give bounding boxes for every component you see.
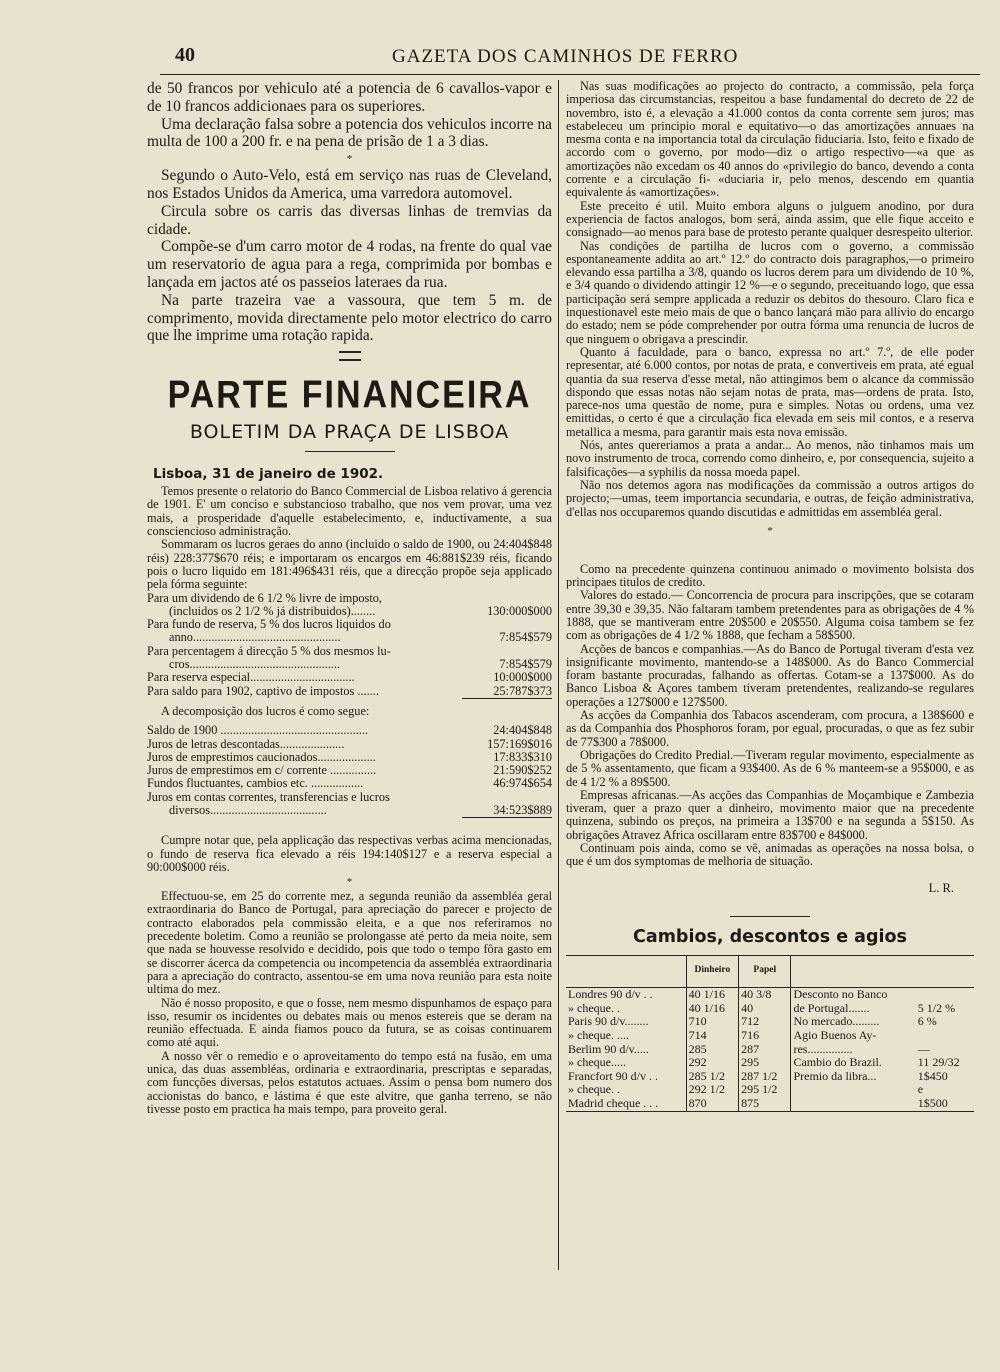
- table-row: » cheque. . 40 1/16 40 de Portugal....... 5 1/2 %: [568, 1000, 956, 1015]
- column-divider: [558, 80, 559, 1270]
- contract-paragraph-4: Quanto á faculdade, para o banco, expressa no art.º 7.º, de elle poder representar, até 6.000 contos, por notas de prata, e convertiveis em prata, até egual quantia da sua reserva d'esse metal, não attingimos bem o alcance da commissão dispondo que essas notas não sejam notas de prata, mas—ordens de prata. Isto, parece-nos uma questão de nome, pura e simples. Notas ou ordens, uma vez emittidas, o certo é que a circulação fica elevada em seis mil contos, e a reserva metallica a mesma, para garantir mais esta nova emissão.: [566, 344, 974, 439]
- section-subtitle: BOLETIM DA PRAÇA DE LISBOA: [189, 421, 510, 444]
- auto-paragraph-3: Compõe-se d'um carro motor de 4 rodas, na frente do qual vae um reservatorio de agua para a rega, comprimida por bombas e lançada em jactos até os passeios lateraes da rua.: [147, 238, 552, 291]
- market-paragraph-2: Valores do estado.— Concorrencia de procura para inscripções, que se cotaram entre 39,30 e 39,35. Não faltaram tambem pretendentes para as obrigações de 4 % 1888, que se mantiveram entre 20$500 e 20$550. Alguma coisa tambem se fez com as obrigações de 4 1/2 % 1888, que fecham a 58$500.: [566, 588, 974, 643]
- running-header: [160, 34, 980, 75]
- section-star: *: [346, 153, 353, 166]
- table-row: diversos...................................... 34:523$889: [169, 802, 552, 817]
- market-paragraph-3: Acções de bancos e companhias.—As do Banco de Portugal tiveram d'esta vez insignificante movimento, mantendo-se a 148$000. As do Banco Commercial foram bastante procuradas, falhando as offertas. Cotam-se a 137$000. As do Banco Lisboa & Açores tambem tiveram pretendentes, realizando-se regulares operações a 127$000 e 127$500.: [566, 641, 974, 709]
- assembly-paragraph-2: Não é nosso proposito, e que o fosse, nem mesmo dispunhamos de espaço para isso, resumir os incidentes ou debates mais ou menos estereis que se deram na reunião effectuada. E ainda fiamos pouco da futura, se as coisas continuarem como até aqui.: [147, 995, 552, 1050]
- ornament-divider: [147, 348, 552, 366]
- section-star: *: [346, 876, 353, 889]
- market-paragraph-4: As acções da Companhia dos Tabacos ascenderam, com procura, a 138$600 e as da Companhia dos Phosphoros foram, por egual, procuradas, o que as fez subir de 77$300 a 78$000.: [566, 708, 974, 749]
- section-star: *: [767, 524, 773, 537]
- auto-paragraph-2: Circula sobre os carris das diversas linhas de tremvias da cidade.: [147, 202, 552, 238]
- contract-paragraph-6: Não nos detemos agora nas modificações da commissão a outros artigos do projecto;—umas, teem importancia secundaria, e outras, de feição administrativa, d'ellas nos occuparemos quando discutidas e admittidas em assembléa geral.: [566, 477, 974, 519]
- table-row: Para fundo de reserva, 5 % dos lucros liquidos do: [147, 617, 391, 632]
- contract-paragraph-1: Nas suas modificações ao projecto do contracto, a commissão, pela força imperiosa das circumstancias, respeitou a base fundamental do decreto de 22 de novembro, isto é, a elevação a 41.000 contos da conta corrente sem juros; mas estabeleceu um principio moral e equitativo—o das amortizações annuaes na mesma conta e na importancia total da circulação fiduciaria. Isto, feito e fixado de accordo com o governo, por modo—diz o artigo respectivo—«a que as amortizações não excedam os 40 annos do «privilegio do banco, devendo a conta corrente e a circulação fi- «duciaria ir, pelo menos, descendo em quantia equivalente ás «amortizações».: [566, 80, 974, 200]
- market-paragraph-6: Empresas africanas.—As acções das Companhias de Moçambique e Zambezia tiveram, quer a prazo quer a dinheiro, movimento maior que na precedente quinzena, subindo os preços, na primeira a 13$700 e na segunda a 5$150. As obrigações Atravez Africa oscillaram entre 83$700 e 84$000.: [566, 787, 974, 842]
- page-number: 40: [175, 44, 195, 66]
- intro-paragraph-2: Uma declaração falsa sobre a potencia dos vehiculos incorre na multa de 100 a 200 fr. e na pena de prisão de 1 a 3 dias.: [147, 115, 552, 151]
- table-row: Paris 90 d/v........ 710 712 No mercado......... 6 %: [568, 1014, 937, 1029]
- table-row: Para saldo para 1902, captivo de impostos ....... 25:787$373: [147, 683, 552, 698]
- section-title: PARTE FINANCEIRA: [167, 373, 532, 417]
- table-row: Madrid cheque . . . 870 875 1$500: [568, 1095, 948, 1110]
- distribution-table: [147, 592, 552, 698]
- contract-paragraph-2: Este preceito é util. Muito embora alguns o julguem anodino, por dura experiencia de factos analogos, bom será, ainda assim, que elle fique acceito e consignado—ao menos para base de protesto perante qualquer desrespeito ulterior.: [566, 198, 974, 240]
- table-title: Cambios, descontos e agios: [633, 926, 907, 947]
- header-dinheiro: Dinheiro: [686, 955, 738, 988]
- table-row: (incluidos os 2 1/2 % já distribuidos)........ 130:000$000: [169, 603, 552, 618]
- right-column: [566, 80, 974, 1280]
- table-row: Francfort 90 d/v . . 285 1/2 287 1/2 Premio da libra... 1$450: [568, 1068, 948, 1083]
- table-row: cros................................................. 7:854$579: [169, 657, 552, 672]
- auto-paragraph-1: Segundo o Auto-Velo, está em serviço nas ruas de Cleveland, nos Estados Unidos da America, uma varredora automovel.: [147, 167, 552, 202]
- author-signature: L. R.: [928, 880, 954, 895]
- publication-title: GAZETA DOS CAMINHOS DE FERRO: [392, 46, 739, 67]
- table-row: » cheque. .... 714 716 Agio Buenos Ay-: [566, 1029, 974, 1043]
- auto-paragraph-4: Na parte trazeira vae a vassoura, que tem 5 m. de comprimento, movida directamente pelo motor electrico do carro que lhe imprime uma rotação rapida.: [147, 291, 552, 345]
- reserve-paragraph: Cumpre notar que, pela applicação das respectivas verbas acima mencionadas, o fundo de reserva fica elevado a réis 194:140$127 e a reserva especial a 90:000$000 réis.: [147, 833, 552, 874]
- market-paragraph-1: Como na precedente quinzena continuou animado o movimento bolsista dos principaes titulos de credito.: [566, 561, 974, 590]
- short-rule: [730, 916, 810, 917]
- report-paragraph-1: Temos presente o relatorio do Banco Commercial de Lisboa relativo á gerencia de 1901. E' um conciso e substancioso trabalho, que nos vem provar, uma vez mais, a prosperidade d'aquelle estabelecimento, e, inductivamente, a sua consciencioso administração.: [147, 484, 552, 539]
- assembly-paragraph-1: Effectuou-se, em 25 do corrente mez, a segunda reunião da assembléa geral extraordinaria do Banco de Portugal, para apreciação do parecer e projecto de contracto elaborados pela commissão eleita, e a que nos referiramos no precedente boletim. Como a reunião se prolongasse até perto da meia noite, sem que nada se houvesse resolvido e decidido, pois que todo o tempo fôra gasto em se discorrer ácerca da competencia ou incompetencia da assembléa extraordinaria para a apreciação do contracto, assentou-se em uma nova reunião para esta noite ultima do mez.: [147, 889, 552, 997]
- decomposition-table: [147, 724, 552, 817]
- table-row: Juros de emprestimos caucionados................... 17:833$310: [147, 749, 552, 764]
- table-row: » cheque. . 292 1/2 295 1/2 e: [568, 1082, 924, 1097]
- table-row: anno................................................ 7:854$579: [169, 630, 552, 645]
- table-row: Para percentagem á direcção 5 % dos mesmos lu-: [147, 643, 391, 658]
- table-row: » cheque..... 292 295 Cambio do Brazil. 11 29/32: [568, 1055, 960, 1070]
- contract-paragraph-3: Nas condições de partilha de lucros com o governo, a commissão espontaneamente addita ao art.º 12.º do contracto dois paragraphos,—o primeiro elevando essa partilha a 3/8, quando os lucros derem para um dividendo de 10 %, e 3/4 quando o dividendo attingir 12 %—e o segundo, preceituando logo, que essa participação será sempre applicada a reduzir os debitos do thesouro. Claro fica e inquestionavel este meio mais de que o banco lançará mão para allivio do encargo do estado; nem se póde comprehender por outra fórma uma renuncia de lucros de que ninguem o obrigava a prescindir.: [566, 238, 974, 346]
- table-header-row: [566, 955, 974, 988]
- total-rule: [462, 817, 552, 820]
- left-column: [147, 80, 552, 1260]
- intro-paragraph-1: de 50 francos por vehiculo até a potencia de 6 cavallos-vapor e de 10 francos addicionaes para os superiores.: [147, 80, 552, 115]
- short-rule: [305, 451, 395, 452]
- table-row: Berlim 90 d/v..... 285 287 res............... —: [568, 1041, 930, 1056]
- contract-paragraph-5: Nós, antes quereriamos a prata a andar... Ao menos, não tinhamos mais um novo instrumento de troca, correndo como dinheiro, e, por consequencia, sujeito a falsificações—a syphilis da nossa moeda papel.: [566, 438, 974, 479]
- market-paragraph-7: Continuam pois ainda, como se vê, animadas as operações na nossa bolsa, o que é um dos symptomas de melhoria de situação.: [566, 841, 974, 869]
- table-row: Juros de letras descontadas..................... 157:169$016: [147, 736, 552, 751]
- exchange-table: [566, 955, 974, 1112]
- table-row: Saldo de 1900 ................................................ 24:404$848: [147, 723, 552, 738]
- table-row: Londres 90 d/v . . 40 1/16 40 3/8 Desconto no Banco: [566, 988, 974, 1002]
- table-row: Fundos fluctuantes, cambios etc. ................. 46:974$654: [147, 776, 552, 791]
- market-paragraph-5: Obrigações do Credito Predial.—Tiveram regular movimento, especialmente as de 5 % assentamento, que ficam a 93$400. As de 6 % manteem-se a 95$000, e as de 4 1/2 % a 89$500.: [566, 747, 974, 789]
- dateline: Lisboa, 31 de janeiro de 1902.: [153, 466, 384, 483]
- table-row: Para um dividendo de 6 1/2 % livre de imposto,: [147, 590, 382, 605]
- header-papel: Papel: [739, 955, 791, 988]
- table-row: Juros de emprestimos em c/ corrente ............... 21:590$252: [147, 763, 552, 778]
- report-paragraph-2: Sommaram os lucros geraes do anno (incluido o saldo de 1900, ou 24:404$848 réis) 228:377$670 réis; e importaram os encargos em 46:881$239 réis, ficando pois o lucro liquido em 181:496$431 réis, que a direcção propõe seja applicado pela fórma seguinte:: [147, 537, 552, 592]
- decomposition-intro: A decomposição dos lucros é como segue:: [161, 703, 370, 718]
- table-row: Para reserva especial.................................. 10:000$000: [147, 670, 552, 685]
- assembly-paragraph-3: A nosso vêr o remedio e o aproveitamento do tempo está na fusão, em uma unica, das duas assembléas, ordinaria e extraordinaria, prescriptas e separadas, com funcções diversas, pelos estatutos actuaes. Assim o pensa bom numero dos accionistas do banco, e lástima é que este alvitre, que ganha terreno, se não tivesse posto em practica ha mais tempo, para proveito geral.: [147, 1048, 552, 1116]
- table-row: Juros em contas correntes, transferencias e lucros: [147, 789, 390, 804]
- total-rule: [462, 698, 552, 701]
